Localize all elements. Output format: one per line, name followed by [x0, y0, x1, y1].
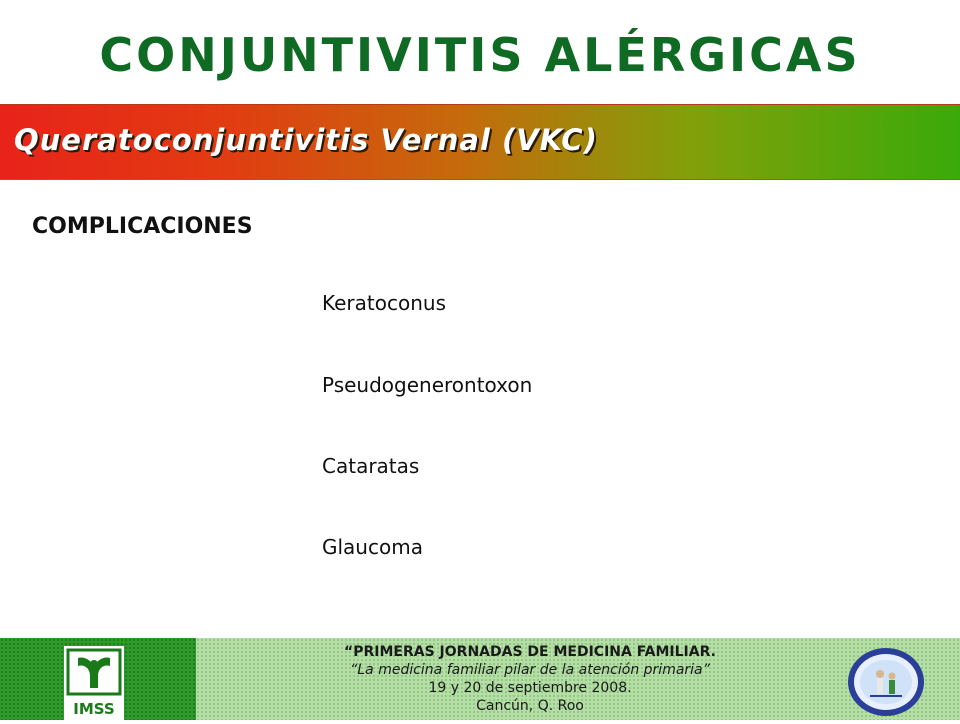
complication-item: Pseudogenerontoxon: [322, 373, 533, 397]
complication-item: Keratoconus: [322, 291, 446, 315]
section-label: COMPLICACIONES: [32, 214, 253, 239]
subtitle-banner: [0, 104, 960, 180]
subtitle-text: Queratoconjuntivitis Vernal (VKC): [14, 123, 598, 157]
footer-dates: 19 y 20 de septiembre 2008.: [428, 680, 632, 696]
footer-band: [0, 638, 960, 720]
association-seal-icon: [846, 646, 926, 718]
complication-item: Cataratas: [322, 454, 420, 478]
imss-logo: [64, 646, 124, 720]
footer-event-title: “PRIMERAS JORNADAS DE MEDICINA FAMILIAR.: [344, 644, 716, 660]
complication-item: Glaucoma: [322, 535, 423, 559]
imss-logo-text: IMSS: [73, 700, 115, 718]
slide-title: CONJUNTIVITIS ALÉRGICAS: [99, 28, 861, 82]
footer-motto: “La medicina familiar pilar de la atención primaria”: [350, 662, 710, 678]
imss-logo-icon: [64, 646, 124, 720]
footer-location: Cancún, Q. Roo: [476, 698, 584, 714]
